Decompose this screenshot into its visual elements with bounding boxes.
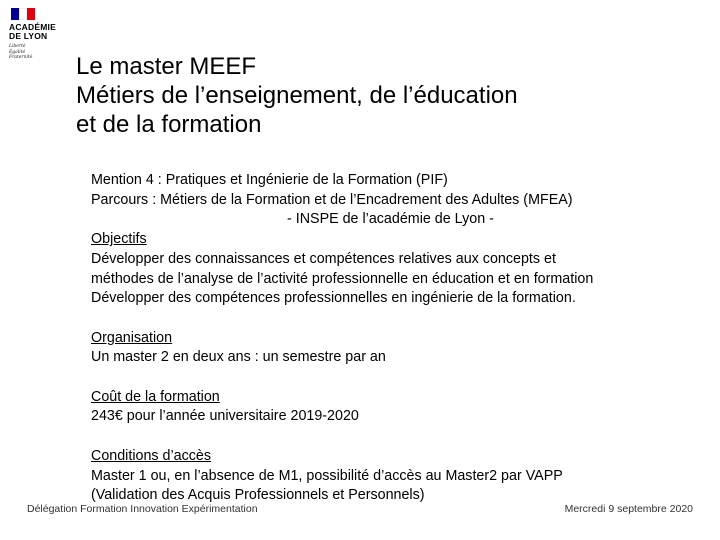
- mention-text: : Pratiques et Ingénierie de la Formation (PIF): [153, 172, 448, 188]
- title-line-3: et de la formation: [76, 111, 262, 138]
- organisation-heading: Organisation: [91, 329, 173, 346]
- footer-department: Délégation Formation Innovation Expérimentation: [27, 503, 258, 515]
- logo-motto-2: Égalité: [9, 49, 26, 55]
- page-title: [76, 52, 696, 139]
- parcours-line: [91, 191, 691, 211]
- objectifs-line-1: Développer des connaissances et compétences relatives aux concepts et: [91, 250, 556, 267]
- title-line-1: Le master MEEF: [76, 53, 257, 80]
- logo-org-line2: DE LYON: [9, 31, 48, 41]
- academie-logo: [9, 8, 67, 68]
- slide-content: [91, 171, 691, 506]
- logo-org-name: [9, 23, 67, 41]
- mention-line: [91, 171, 691, 191]
- logo-motto: [9, 44, 67, 61]
- flag-red-stripe: [27, 8, 35, 20]
- cout-text: 243€ pour l’année universitaire 2019-2020: [91, 408, 359, 425]
- spacer: [91, 427, 691, 447]
- spacer: [91, 309, 691, 329]
- logo-motto-1: Liberté: [9, 44, 26, 49]
- objectifs-heading: Objectifs: [91, 231, 147, 248]
- inspe-line: - INSPE de l’académie de Lyon -: [287, 211, 494, 228]
- logo-org-line1: ACADÉMIE: [9, 22, 56, 32]
- french-flag-icon: [11, 8, 35, 20]
- conditions-line-1: Master 1 ou, en l’absence de M1, possibilité d’accès au Master2 par VAPP: [91, 467, 563, 484]
- spacer: [91, 368, 691, 388]
- flag-white-stripe: [19, 8, 27, 20]
- objectifs-line-3: Développer des compétences professionnelles en ingénierie de la formation.: [91, 290, 576, 307]
- conditions-line-2: (Validation des Acquis Professionnels et Personnels): [91, 487, 425, 504]
- parcours-text: : Métiers de la Formation et de l’Encadrement des Adultes (MFEA): [148, 191, 573, 208]
- flag-blue-stripe: [11, 8, 19, 20]
- logo-motto-3: Fraternité: [9, 55, 33, 60]
- footer-date: Mercredi 9 septembre 2020: [564, 503, 693, 515]
- mention-label: Mention 4: [91, 172, 154, 188]
- organisation-text: Un master 2 en deux ans : un semestre par an: [91, 349, 386, 366]
- cout-heading: Coût de la formation: [91, 388, 220, 405]
- title-line-2: Métiers de l’enseignement, de l’éducation: [76, 82, 518, 109]
- objectifs-line-2: méthodes de l’analyse de l’activité professionnelle en éducation et en formation: [91, 270, 594, 287]
- conditions-heading: Conditions d’accès: [91, 447, 212, 464]
- parcours-label: Parcours: [91, 191, 149, 208]
